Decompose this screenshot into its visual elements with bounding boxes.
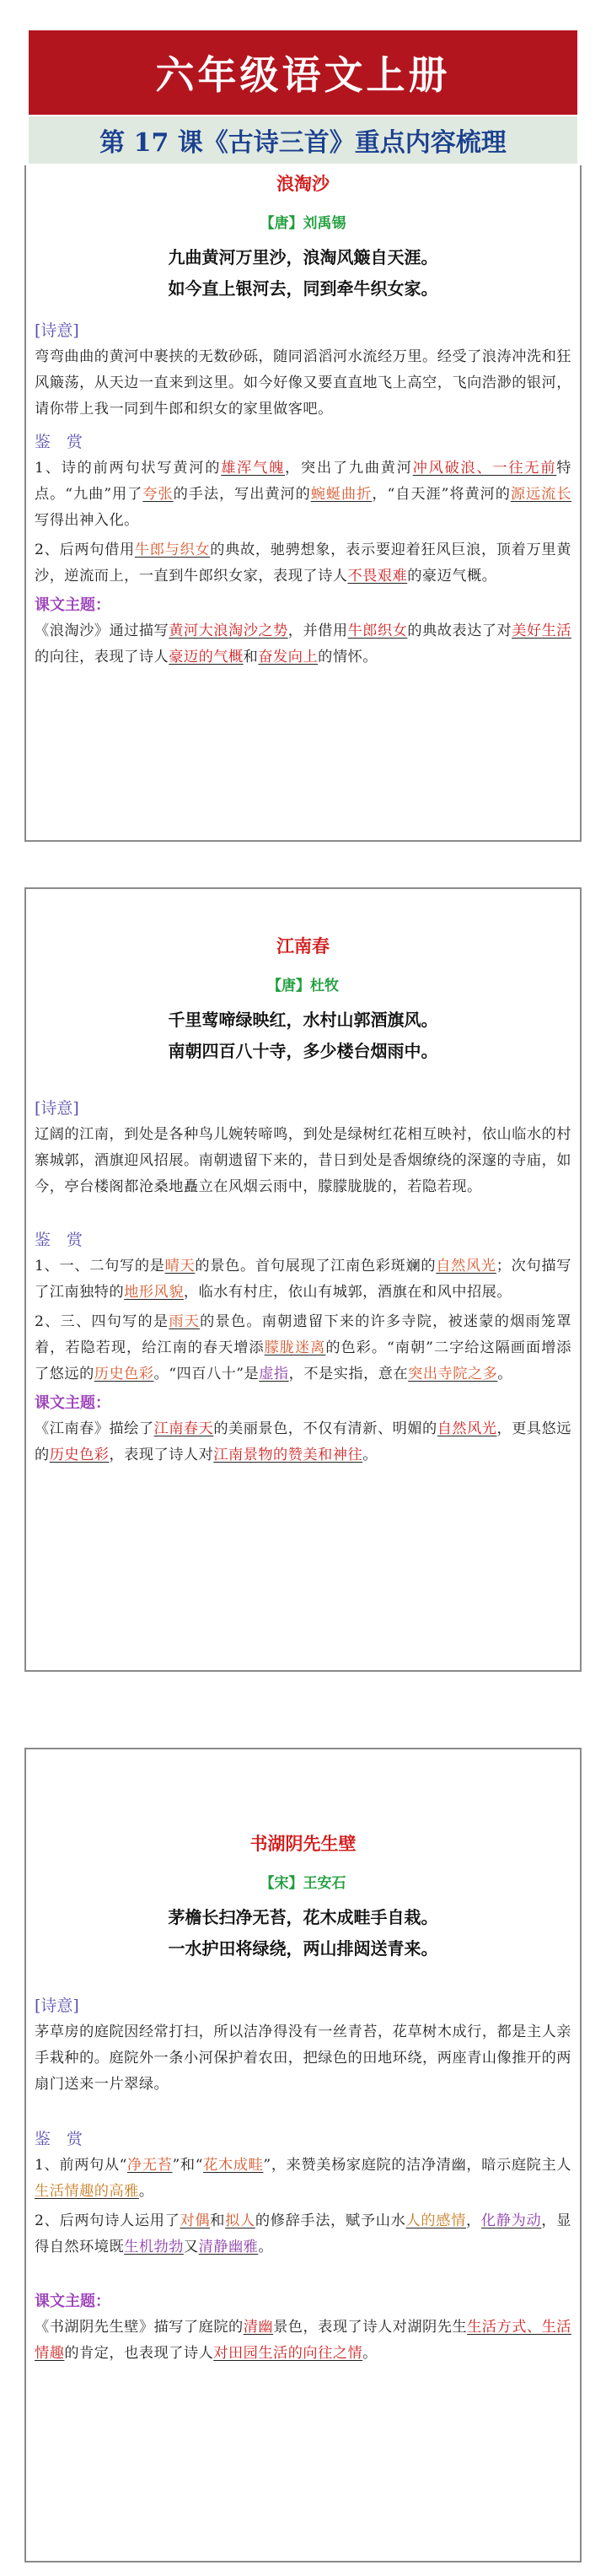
poem-line: 九曲黄河万里沙，浪淘风簸自天涯。 <box>168 247 438 267</box>
appreciation-paragraph <box>26 1309 580 1388</box>
highlight-phrase: 拟人 <box>225 2212 255 2229</box>
poem-line: 千里莺啼绿映红，水村山郭酒旗风。 <box>168 1010 438 1030</box>
poem-line: 茅檐长扫净无苔，花木成畦手自栽。 <box>168 1907 438 1927</box>
text-segment: ，表现了诗人对 <box>109 1447 214 1463</box>
poem-author: 【唐】刘禹锡 <box>260 215 346 232</box>
appreciation-paragraph <box>26 1253 580 1306</box>
highlight-phrase: 不畏艰难 <box>347 568 408 585</box>
poem-author: 【唐】杜牧 <box>267 978 339 994</box>
text-segment: 的典故，驰骋想象，表示要迎着狂风巨浪，顶着万里黄沙，逆流而上，一直到牛郎织女家，表现了诗人 <box>35 542 571 585</box>
highlight-phrase: 朦胧迷离 <box>264 1339 326 1356</box>
highlight-phrase: 花木成畦 <box>203 2157 264 2174</box>
text-segment: 1、诗的前两句状写黄河的 <box>35 460 222 477</box>
text-segment: 。 <box>497 1366 512 1382</box>
highlight-phrase: 对偶 <box>180 2212 211 2229</box>
poem-card-3 <box>24 1748 582 2563</box>
theme-label: 课文主题： <box>35 596 110 614</box>
poem-card-1 <box>24 165 582 842</box>
highlight-phrase: 对田园生活的向往之情 <box>213 2345 363 2362</box>
text-segment: 。“四百八十”是 <box>153 1366 260 1382</box>
highlight-phrase: 雨天 <box>169 1313 201 1330</box>
text-segment: 《浪淘沙》通过描写 <box>35 622 169 639</box>
text-segment: 的景色。南朝遗留下来的许多寺院，被迷蒙的烟雨笼罩着，若隐若现，给江南的春天增添 <box>35 1313 571 1356</box>
highlight-phrase: 雄浑气魄 <box>221 460 286 477</box>
poem-line: 如今直上银河去，同到牵牛织女家。 <box>168 278 438 299</box>
highlight-phrase: 牛郎织女 <box>347 622 408 639</box>
text-segment: ”，来赞美杨家庭院的洁净清幽，暗示庭院主人 <box>263 2157 571 2174</box>
text-segment: 的典故表达了对 <box>407 622 512 639</box>
theme-label: 课文主题： <box>35 2293 110 2310</box>
text-segment: ， <box>466 2212 481 2229</box>
highlight-phrase: 牛郎与织女 <box>134 542 211 558</box>
page-title: 六年级语文上册 <box>29 30 577 115</box>
text-segment: 。 <box>362 1447 378 1463</box>
highlight-phrase: 源远流长 <box>510 486 571 503</box>
appreciation-label: 鉴 赏 <box>35 433 83 451</box>
highlight-phrase: 虚指 <box>259 1366 289 1382</box>
text-segment: 的景色。首句展现了江南色彩斑斓的 <box>195 1258 437 1275</box>
theme-label: 课文主题： <box>35 1394 110 1412</box>
highlight-phrase: 夸张 <box>142 486 174 503</box>
text-segment: ，不是实指，意在 <box>288 1366 409 1382</box>
highlight-phrase: 清静幽雅 <box>198 2239 259 2255</box>
text-segment: ，更具悠远的 <box>35 1420 571 1463</box>
poem-title: 书湖阴先生壁 <box>249 1834 357 1854</box>
text-segment: 的肯定，也表现了诗人 <box>64 2345 214 2362</box>
text-segment: 的美丽景色，不仅有清新、明媚的 <box>213 1420 437 1437</box>
text-segment: ，临水有村庄，依山有城郭，酒旗在和风中招展。 <box>183 1284 512 1301</box>
text-segment: ，突出了九曲黄河 <box>285 460 413 477</box>
poem-author: 【宋】王安石 <box>260 1875 346 1892</box>
highlight-phrase: 蜿蜒曲折 <box>310 486 373 503</box>
text-segment: 。 <box>138 2183 154 2200</box>
highlight-phrase: 历史色彩 <box>94 1366 154 1382</box>
theme-text <box>26 1416 580 1469</box>
lesson-subtitle: 第 17 课《古诗三首》重点内容梳理 <box>29 116 577 164</box>
meaning-label: [诗意] <box>35 321 79 340</box>
text-segment: 的修辞手法，赋予山水 <box>255 2212 406 2229</box>
poem-title: 江南春 <box>276 936 330 957</box>
text-segment: 景色，表现了诗人对湖阴先生 <box>273 2319 468 2336</box>
text-segment: ，显得自然环境既 <box>35 2212 571 2255</box>
text-segment: 。 <box>258 2239 274 2255</box>
poem-title: 浪淘沙 <box>276 174 330 194</box>
meaning-text: 弯弯曲曲的黄河中裹挟的无数砂砾，随同滔滔河水流经万里。经受了浪涛冲洗和狂风簸荡，从天边一直来到这里。如今好像又要直直地飞上高空，飞向浩渺的银河，请你带上我一同到牛郎和织女的家里做客吧。 <box>35 348 571 418</box>
text-segment: 写得出神入化。 <box>35 512 139 529</box>
theme-text <box>26 618 580 671</box>
highlight-phrase: 净无苔 <box>126 2157 173 2174</box>
highlight-phrase: 美好生活 <box>512 622 571 639</box>
highlight-phrase: 地形风貌 <box>124 1284 184 1301</box>
highlight-phrase: 江南春天 <box>153 1420 214 1437</box>
text-segment: 的向往，表现了诗人 <box>35 649 169 666</box>
poem-line: 一水护田将绿绕，两山排闼送青来。 <box>168 1938 438 1959</box>
text-segment: 和 <box>210 2212 226 2229</box>
highlight-phrase: 豪迈的气概 <box>169 649 244 666</box>
text-segment: 2、后两句借用 <box>35 542 135 558</box>
text-segment: 《江南春》描绘了 <box>35 1420 154 1437</box>
text-segment: ，并借用 <box>287 622 348 639</box>
highlight-phrase: 人的感情 <box>405 2212 467 2229</box>
text-segment: 《书湖阴先生壁》描写了庭院的 <box>35 2319 244 2336</box>
text-segment: 2、三、四句写的是 <box>35 1313 169 1330</box>
text-segment: ；次句描写了江南独特的 <box>35 1258 571 1301</box>
text-segment: 特点。“九曲”用了 <box>35 460 571 503</box>
text-segment: 和 <box>243 649 259 666</box>
highlight-phrase: 清幽 <box>243 2319 274 2336</box>
highlight-phrase: 生活方式、生活情趣 <box>35 2319 571 2362</box>
appreciation-paragraph <box>26 455 580 534</box>
text-segment: ”和“ <box>172 2157 204 2174</box>
text-segment: 1、一、二句写的是 <box>35 1258 165 1275</box>
highlight-phrase: 自然风光 <box>437 1420 497 1437</box>
highlight-phrase: 自然风光 <box>436 1258 496 1275</box>
appreciation-paragraph <box>26 2208 580 2261</box>
highlight-phrase: 突出寺院之多 <box>408 1366 498 1382</box>
highlight-phrase: 冲风破浪、一往无前 <box>412 460 557 477</box>
meaning-label: [诗意] <box>35 1099 79 1118</box>
text-segment: 的豪迈气概。 <box>407 568 497 585</box>
appreciation-label: 鉴 赏 <box>35 2130 83 2148</box>
text-segment: 的色彩。“南朝”二字给这隔画面增添了悠远的 <box>35 1339 571 1382</box>
text-segment: 。 <box>362 2345 378 2362</box>
highlight-phrase: 晴天 <box>164 1258 196 1275</box>
text-segment: ，“自天涯”将黄河的 <box>372 486 511 503</box>
text-segment: 的情怀。 <box>318 649 378 666</box>
appreciation-paragraph <box>26 2153 580 2205</box>
meaning-text: 辽阔的江南，到处是各种鸟儿婉转啼鸣，到处是绿树红花相互映衬，依山临水的村寨城郭，酒旗迎风招展。南朝遗留下来的，昔日到处是香烟缭绕的深邃的寺庙，如今，亭台楼阁都沧桑地矗立在风烟云雨中，朦朦胧胧的，若隐若现。 <box>35 1126 571 1195</box>
text-segment: 1、前两句从“ <box>35 2157 127 2174</box>
poem-line: 南朝四百八十寺，多少楼台烟雨中。 <box>168 1041 438 1061</box>
theme-text <box>26 2315 580 2367</box>
highlight-phrase: 生机勃勃 <box>124 2239 184 2255</box>
highlight-phrase: 化静为动 <box>480 2212 542 2229</box>
text-segment: 又 <box>183 2239 199 2255</box>
meaning-label: [诗意] <box>35 1997 79 2015</box>
highlight-phrase: 历史色彩 <box>49 1447 110 1463</box>
highlight-phrase: 江南景物的赞美和神往 <box>213 1447 363 1463</box>
highlight-phrase: 黄河大浪淘沙之势 <box>169 622 288 639</box>
poem-card-2 <box>24 887 582 1672</box>
appreciation-label: 鉴 赏 <box>35 1231 83 1249</box>
text-segment: 2、后两句诗人运用了 <box>35 2212 180 2229</box>
highlight-phrase: 生活情趣的高雅 <box>35 2183 139 2200</box>
text-segment: 的手法，写出黄河的 <box>173 486 311 503</box>
appreciation-paragraph <box>26 537 580 590</box>
highlight-phrase: 奋发向上 <box>258 649 319 666</box>
meaning-text: 茅草房的庭院因经常打扫，所以洁净得没有一丝青苔，花草树木成行，都是主人亲手栽种的。庭院外一条小河保护着农田，把绿色的田地环绕，两座青山像推开的两扇门送来一片翠绿。 <box>35 2024 571 2093</box>
